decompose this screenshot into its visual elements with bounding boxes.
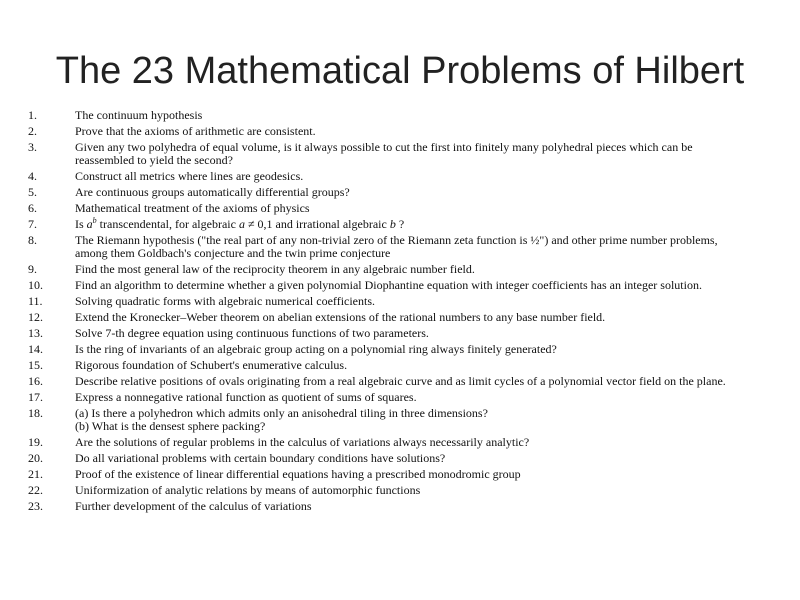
problem-item-7 [28,218,748,231]
problem-number: 10. [28,278,43,292]
problem-item-12 [28,311,748,324]
problem-number: 9. [28,262,37,276]
text-condition: ≠ 0,1 and irrational algebraic [244,217,390,231]
problem-text: Prove that the axioms of arithmetic are consistent. [75,124,316,138]
text-suffix: ? [395,217,405,231]
problem-item-8 [28,234,748,260]
problem-item-23 [28,500,748,513]
problem-text: Solving quadratic forms with algebraic numerical coefficients. [75,294,376,308]
math-base: a [86,217,93,231]
problem-item-17 [28,391,748,404]
math-exponent: b [92,216,97,225]
problem-item-16 [28,375,748,388]
problem-number: 15. [28,358,43,372]
problem-text: Further development of the calculus of variations [75,499,312,513]
problem-number: 22. [28,483,43,497]
problem-number: 16. [28,374,43,388]
problem-item-18 [28,407,748,433]
problem-text: Mathematical treatment of the axioms of physics [75,201,310,215]
problem-text: Find an algorithm to determine whether a given polynomial Diophantine equation with integer coefficients has an integer solution. [75,278,702,292]
problem-number: 20. [28,451,43,465]
problem-item-3 [28,141,748,167]
problem-number: 5. [28,185,37,199]
text-prefix: Is [75,217,87,231]
problem-text: The continuum hypothesis [75,108,203,122]
problem-item-19 [28,436,748,449]
problem-item-4 [28,170,748,183]
problem-text: The Riemann hypothesis ("the real part of any non-trivial zero of the Riemann zeta function is ½") and other prime number problems, among them Goldbach's conjecture and the twin prime conjecture [75,233,718,260]
problem-text: Rigorous foundation of Schubert's enumerative calculus. [75,358,348,372]
problem-number: 1. [28,108,37,122]
problem-item-11 [28,295,748,308]
problem-text: Construct all metrics where lines are geodesics. [75,169,304,183]
problem-text: Is the ring of invariants of an algebraic group acting on a polynomial ring always finitely generated? [75,342,557,356]
problem-number: 13. [28,326,43,340]
problem-text: Proof of the existence of linear differential equations having a prescribed monodromic group [75,467,521,481]
math-var-a: a [238,217,245,231]
problem-number: 23. [28,499,43,513]
problem-text: (a) Is there a polyhedron which admits only an anisohedral tiling in three dimensions? (b) What is the densest sphere packing? [75,406,488,433]
problem-number: 12. [28,310,43,324]
problem-text: Express a nonnegative rational function as quotient of sums of squares. [75,390,417,404]
math-var-b: b [389,217,396,231]
problem-list [28,109,748,516]
text-middle: transcendental, for algebraic [96,217,239,231]
problem-number: 4. [28,169,37,183]
problem-number: 14. [28,342,43,356]
problem-text: Do all variational problems with certain boundary conditions have solutions? [75,451,446,465]
problem-item-5 [28,186,748,199]
problem-text: Solve 7-th degree equation using continuous functions of two parameters. [75,326,429,340]
problem-number: 21. [28,467,43,481]
problem-item-6 [28,202,748,215]
problem-item-15 [28,359,748,372]
problem-number: 8. [28,233,37,247]
problem-item-14 [28,343,748,356]
problem-item-13 [28,327,748,340]
problem-item-10 [28,279,748,292]
problem-text: Describe relative positions of ovals originating from a real algebraic curve and as limit cycles of a polynomial vector field on the plane. [75,374,726,388]
problem-item-2 [28,125,748,138]
problem-number: 2. [28,124,37,138]
problem-number: 19. [28,435,43,449]
problem-text: Uniformization of analytic relations by means of automorphic functions [75,483,421,497]
problem-item-22 [28,484,748,497]
problem-number: 18. [28,406,43,420]
problem-number: 7. [28,217,37,231]
problem-text [75,218,748,231]
problem-item-1 [28,109,748,122]
problem-number: 17. [28,390,43,404]
problem-item-21 [28,468,748,481]
problem-number: 3. [28,140,37,154]
problem-number: 6. [28,201,37,215]
problem-text: Find the most general law of the reciprocity theorem in any algebraic number field. [75,262,475,276]
problem-text: Are the solutions of regular problems in the calculus of variations always necessarily analytic? [75,435,530,449]
slide-title: The 23 Mathematical Problems of Hilbert [55,50,745,92]
problem-text: Are continuous groups automatically differential groups? [75,185,350,199]
problem-text: Extend the Kronecker–Weber theorem on abelian extensions of the rational numbers to any base number field. [75,310,606,324]
problem-text: Given any two polyhedra of equal volume, is it always possible to cut the first into finitely many polyhedral pieces which can be reassembled to yield the second? [75,140,693,167]
problem-number: 11. [28,294,43,308]
problem-item-9 [28,263,748,276]
problem-item-20 [28,452,748,465]
